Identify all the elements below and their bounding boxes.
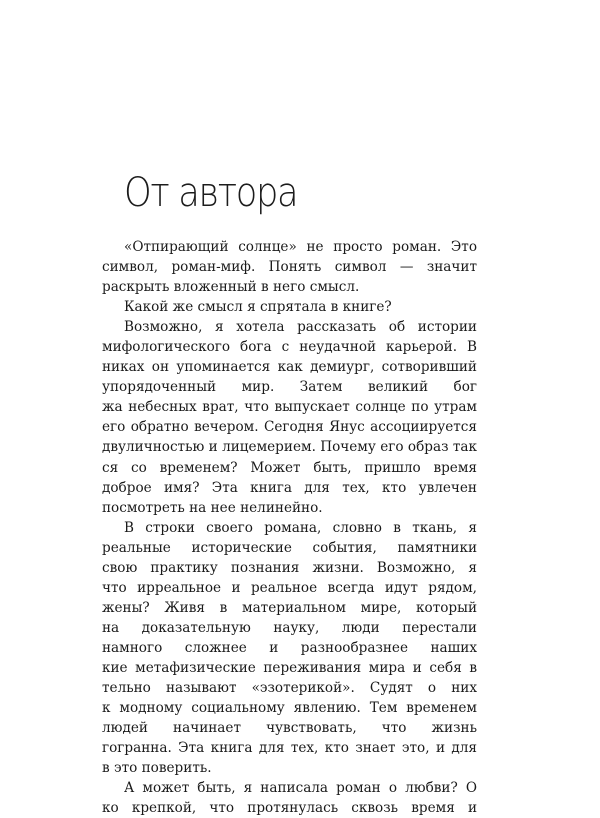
text-line: свою практику познания жизни. Возможно, я <box>102 559 477 576</box>
text-line: упорядоченный мир. Затем великий бог <box>102 379 477 396</box>
text-line: его обратно вечером. Сегодня Янус ассоциируется <box>102 419 477 436</box>
text-line: людей начинает чувствовать, что жизнь <box>102 720 477 737</box>
text-line: реальные исторические события, памятники <box>102 539 477 556</box>
text-line: жены? Живя в материальном мире, который <box>102 599 477 616</box>
text-line: Возможно, я хотела рассказать об истории <box>124 319 477 336</box>
text-line: кие метафизические переживания мира и себя в <box>102 659 477 676</box>
text-line: символ, роман-миф. Понять символ — значит <box>102 259 477 276</box>
text-line: ко крепкой, что протянулась сквозь время и <box>102 800 477 817</box>
text-line: посмотреть на нее нелинейно. <box>102 499 323 516</box>
text-line: в это поверить. <box>102 760 212 777</box>
text-line: А может быть, я написала роман о любви? О <box>124 780 477 797</box>
text-line: тельно называют «эзотерикой». Судят о них <box>102 680 477 697</box>
text-line: доброе имя? Эта книга для тех, кто увлечен <box>102 479 477 496</box>
text-line: гогранна. Эта книга для тех, кто знает это, и для <box>102 740 477 757</box>
body-text <box>102 237 477 818</box>
text-line: «Отпирающий солнце» не просто роман. Это <box>124 239 477 255</box>
text-line: Какой же смысл я спрятала в книге? <box>124 299 392 316</box>
chapter-heading: От автора <box>124 170 298 216</box>
text-line: намного сложнее и разнообразнее наших <box>102 639 477 656</box>
text-line: раскрыть вложенный в него смысл. <box>102 279 360 296</box>
text-line: никах он упоминается как демиург, сотворивший <box>102 359 477 376</box>
text-line: В строки своего романа, словно в ткань, я <box>124 519 477 536</box>
text-line: мифологического бога с неудачной карьерой. В <box>102 339 477 356</box>
text-line: что ирреальное и реальное всегда идут рядом, <box>102 579 477 596</box>
text-line: на доказательную науку, люди перестали <box>102 619 477 636</box>
text-line: жа небесных врат, что выпускает солнце по утрам <box>102 399 477 416</box>
text-line: ся со временем? Может быть, пришло время <box>102 459 477 476</box>
text-line: двуличностью и лицемерием. Почему его образ так <box>102 439 477 456</box>
text-line: к модному социальному явлению. Тем временем <box>102 700 477 717</box>
